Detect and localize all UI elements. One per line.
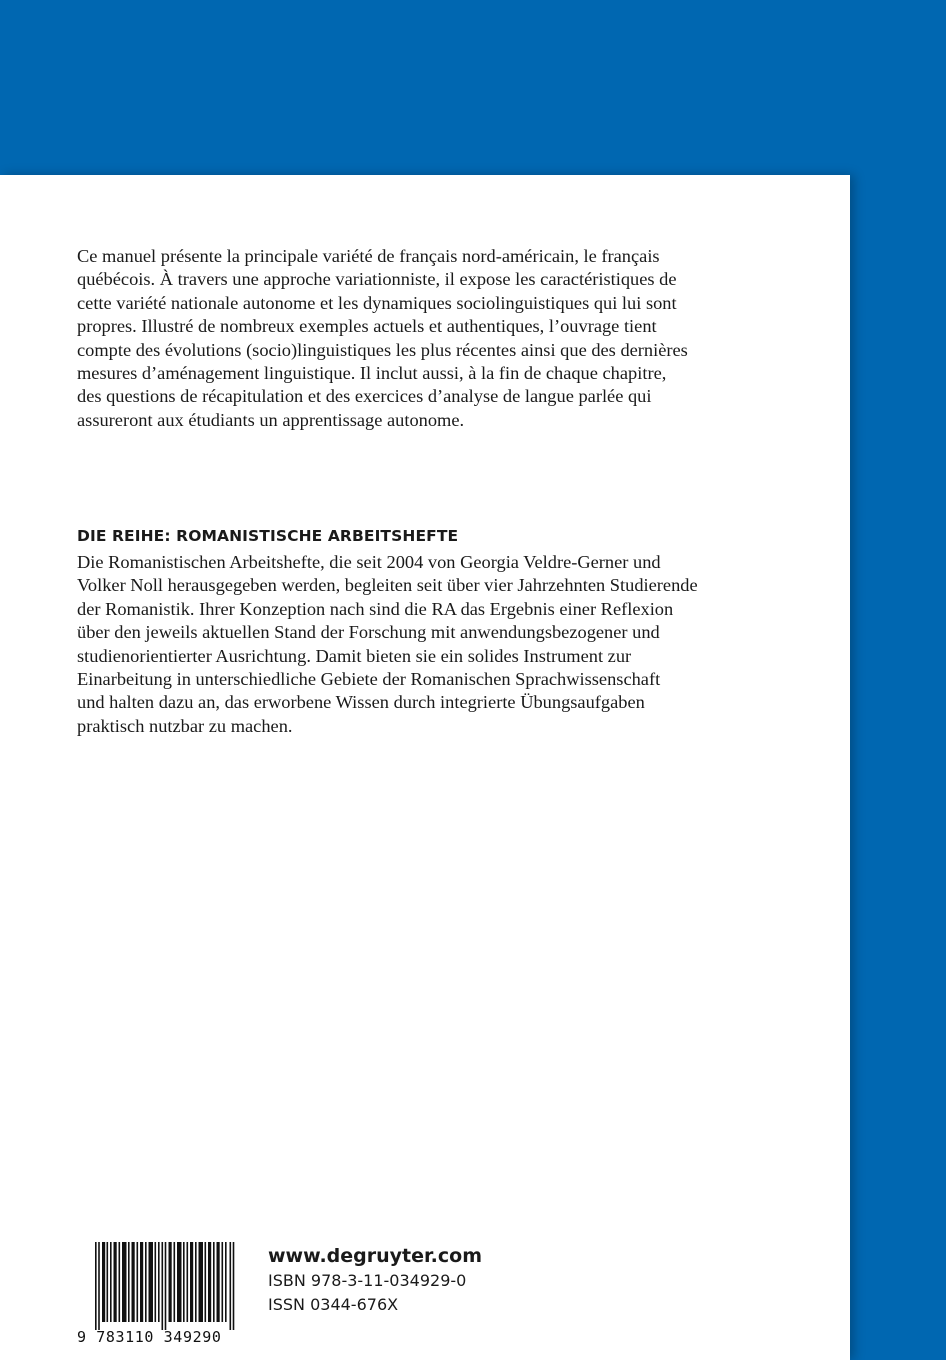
barcode-icon	[95, 1242, 235, 1330]
publisher-website-link[interactable]: www.degruyter.com	[268, 1245, 482, 1267]
isbn-number: ISBN 978-3-11-034929-0	[268, 1271, 467, 1290]
publisher-info	[268, 1243, 482, 1317]
issn-number: ISSN 0344-676X	[268, 1295, 399, 1314]
book-description: Ce manuel présente la principale variété de français nord-américain, le français québécois. À travers une approche variationniste, il expose les caractéristiques de cette variété nationale autonome et les dynamiques sociolinguistiques qui lui sont propres. Illustré de nombreux exemples actuels et authentiques, l’ouvrage tient compte des évolutions (socio)linguistiques les plus récentes ainsi que des dernières mesures d’aménagement linguistique. Il inclut aussi, à la fin de chaque chapitre, des questions de récapitulation et des exercices d’analyse de langue parlée qui assureront aux étudiants un apprentissage autonome.	[77, 246, 688, 430]
series-description: Die Romanistischen Arbeitshefte, die seit 2004 von Georgia Veldre-Gerner und Volker Noll herausgegeben werden, begleiten seit über vier Jahrzehnten Studierende der Romanistik. Ihrer Konzeption nach sind die RA das Ergebnis einer Reflexion über den jeweils aktuellen Stand der Forschung mit anwendungsbezogener und studienorientierter Ausrichtung. Damit bieten sie ein solides Instrument zur Einarbeitung in unterschiedliche Gebiete der Romanischen Sprachwissenschaft und halten dazu an, das erworbene Wissen durch integrierte Übungsaufgaben praktisch nutzbar zu machen.	[77, 552, 698, 736]
text-panel	[0, 175, 850, 1360]
isbn-barcode	[77, 1242, 237, 1344]
barcode-number: 9 783110 349290	[77, 1328, 222, 1346]
series-heading: DIE REIHE: ROMANISTISCHE ARBEITSHEFTE	[77, 527, 459, 545]
